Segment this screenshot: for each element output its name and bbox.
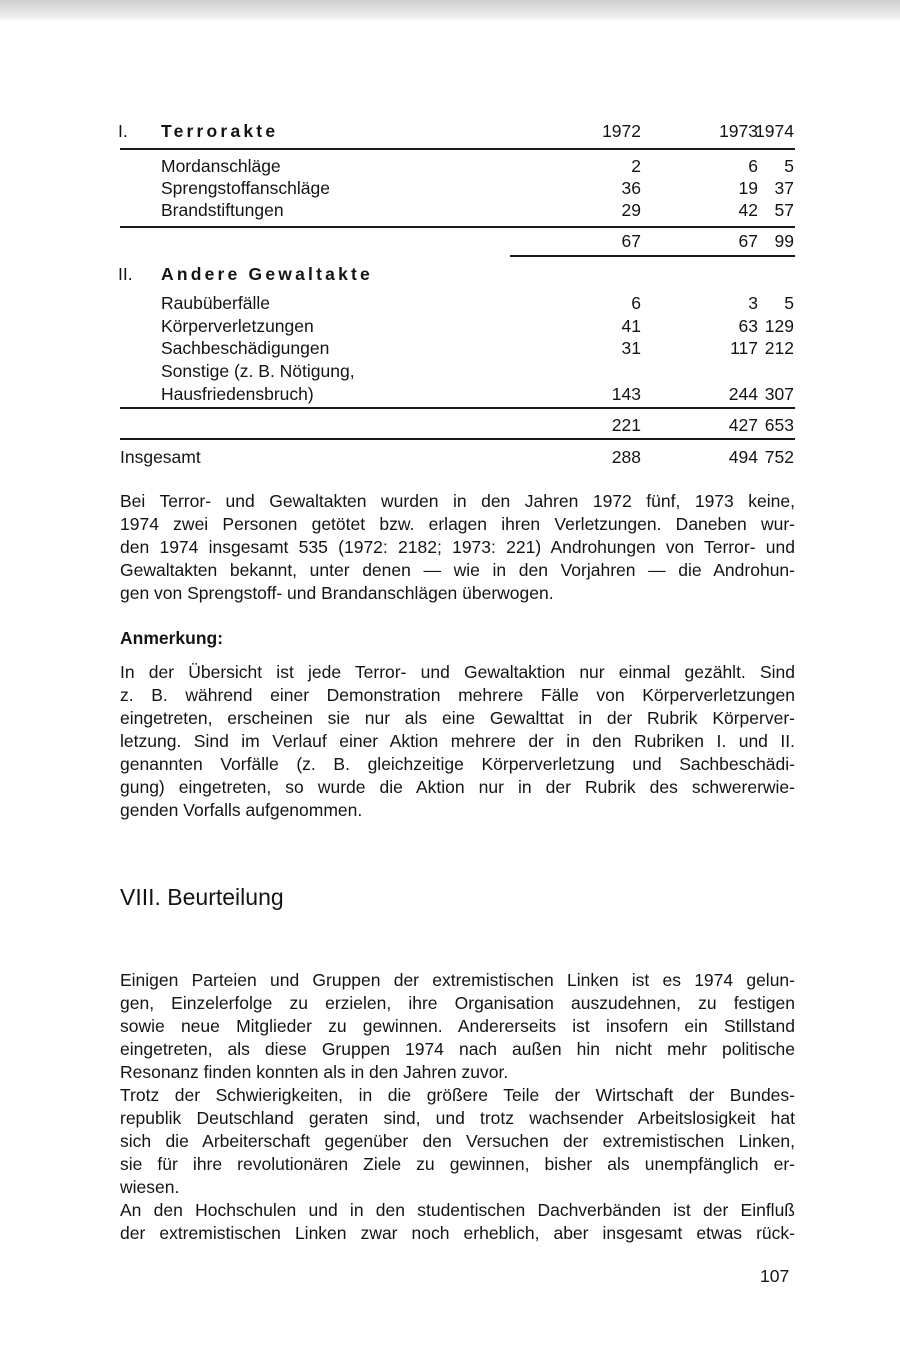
cell-value: 3 xyxy=(748,293,758,313)
paragraph-line: republik Deutschland geraten sind, und trotz wachsender Arbeitslosigkeit hat xyxy=(120,1108,795,1128)
paragraph-line: z. B. während einer Demonstration mehrere Fälle von Körperverletzungen xyxy=(120,685,795,705)
cell-value: 37 xyxy=(774,178,794,198)
year-header-1974: 1974 xyxy=(755,121,794,141)
paragraph-line: Gewaltakten bekannt, unter denen — wie in den Vorjahren — die Androhun- xyxy=(120,560,795,580)
paragraph-line: sie für ihre revolutionären Ziele zu gewinnen, bisher als unempfänglich er- xyxy=(120,1154,795,1174)
cell-value: 42 xyxy=(738,200,758,220)
table-rule xyxy=(120,148,795,150)
paragraph-line: wiesen. xyxy=(120,1177,180,1197)
paragraph-line: Resonanz finden konnten als in den Jahren zuvor. xyxy=(120,1062,509,1082)
table-row xyxy=(118,155,798,177)
table-row xyxy=(118,177,798,199)
row-label: Sonstige (z. B. Nötigung, xyxy=(161,361,355,381)
section-2-header-row xyxy=(118,263,798,285)
assessment-body xyxy=(120,969,795,1245)
paragraph-line: An den Hochschulen und in den studentischen Dachverbänden ist der Einfluß xyxy=(120,1200,795,1220)
paragraph-line: Trotz der Schwierigkeiten, in die größere Teile der Wirtschaft der Bundes- xyxy=(120,1085,795,1105)
total-label: Insgesamt xyxy=(120,447,201,467)
subtotal-rule xyxy=(510,255,795,257)
page-number: 107 xyxy=(760,1266,790,1286)
cell-value: 57 xyxy=(774,200,794,220)
year-header-1973: 1973 xyxy=(719,121,758,141)
section-1-title: Terrorakte xyxy=(161,121,279,141)
note-heading: Anmerkung: xyxy=(120,628,224,648)
cell-value: 36 xyxy=(621,178,641,198)
section-2-title: Andere Gewaltakte xyxy=(161,264,373,284)
table-row xyxy=(118,199,798,221)
section-title: VIII. Beurteilung xyxy=(120,884,284,910)
subtotal-row xyxy=(118,414,798,436)
cell-value: 6 xyxy=(748,156,758,176)
paragraph-line: sich die Arbeiterschaft gegenüber den Versuchen der extremistischen Linken, xyxy=(120,1131,795,1151)
section-1-numeral: I. xyxy=(118,121,128,141)
paragraph-line: letzung. Sind im Verlauf einer Aktion mehrere der in den Rubriken I. und II. xyxy=(120,731,795,751)
subtotal-row xyxy=(118,230,798,252)
cell-value: 19 xyxy=(738,178,758,198)
year-header-1972: 1972 xyxy=(602,121,641,141)
note-paragraph xyxy=(120,661,795,822)
paragraph-line: Bei Terror- und Gewaltakten wurden in den Jahren 1972 fünf, 1973 keine, xyxy=(120,491,795,511)
paragraph-line: eingetreten, erscheinen sie nur als eine Gewalttat in der Rubrik Körperver- xyxy=(120,708,795,728)
cell-value: 117 xyxy=(730,338,758,358)
table-row xyxy=(118,383,798,405)
paragraph-line: eingetreten, als diese Gruppen 1974 nach außen hin nicht mehr politische xyxy=(120,1039,795,1059)
subtotal-value: 67 xyxy=(738,231,758,251)
total-value: 752 xyxy=(764,447,794,467)
cell-value: 6 xyxy=(631,293,641,313)
paragraph-line: gung) eingetreten, so wurde die Aktion nur in der Rubrik des schwererwie- xyxy=(120,777,795,797)
subtotal-value: 427 xyxy=(728,415,758,435)
table-rule xyxy=(120,226,795,228)
row-label: Brandstiftungen xyxy=(161,200,284,220)
cell-value: 244 xyxy=(728,384,758,404)
paragraph-line: den 1974 insgesamt 535 (1972: 2182; 1973: 221) Androhungen von Terror- und xyxy=(120,537,795,557)
scan-edge-shadow xyxy=(0,0,900,22)
table-row xyxy=(118,292,798,314)
row-label: Sprengstoffanschläge xyxy=(161,178,330,198)
subtotal-value: 99 xyxy=(774,231,794,251)
cell-value: 212 xyxy=(764,338,794,358)
table-row xyxy=(118,360,798,382)
paragraph-line: Einigen Parteien und Gruppen der extremistischen Linken ist es 1974 gelun- xyxy=(120,970,795,990)
cell-value: 307 xyxy=(764,384,794,404)
row-label: Hausfriedensbruch) xyxy=(161,384,314,404)
paragraph-line: der extremistischen Linken zwar noch erheblich, aber insgesamt etwas rück- xyxy=(120,1223,795,1243)
cell-value: 5 xyxy=(784,156,794,176)
paragraph-line: genannten Vorfälle (z. B. gleichzeitige Körperverletzung und Sachbeschädi- xyxy=(120,754,795,774)
table-rule xyxy=(120,407,795,409)
row-label: Körperverletzungen xyxy=(161,316,314,336)
row-label: Raubüberfälle xyxy=(161,293,270,313)
section-1-header-row xyxy=(118,120,798,142)
total-row xyxy=(118,446,798,468)
cell-value: 2 xyxy=(631,156,641,176)
table-row xyxy=(118,315,798,337)
paragraph-line: 1974 zwei Personen getötet bzw. erlagen ihren Verletzungen. Daneben wur- xyxy=(120,514,795,534)
total-value: 288 xyxy=(611,447,641,467)
paragraph-line: gen von Sprengstoff- und Brandanschlägen überwogen. xyxy=(120,583,554,603)
subtotal-value: 67 xyxy=(621,231,641,251)
cell-value: 5 xyxy=(784,293,794,313)
paragraph-line: gen, Einzelerfolge zu erzielen, ihre Organisation auszudehnen, zu festigen xyxy=(120,993,795,1013)
total-value: 494 xyxy=(728,447,758,467)
subtotal-value: 221 xyxy=(611,415,641,435)
cell-value: 129 xyxy=(764,316,794,336)
cell-value: 63 xyxy=(738,316,758,336)
cell-value: 41 xyxy=(621,316,641,336)
paragraph-line: In der Übersicht ist jede Terror- und Gewaltaktion nur einmal gezählt. Sind xyxy=(120,662,795,682)
cell-value: 31 xyxy=(621,338,641,358)
section-2-numeral: II. xyxy=(118,264,133,284)
paragraph-line: genden Vorfalls aufgenommen. xyxy=(120,800,363,820)
table-row xyxy=(118,337,798,359)
paragraph-line: sowie neue Mitglieder zu gewinnen. Andererseits ist insofern ein Stillstand xyxy=(120,1016,795,1036)
casualties-paragraph xyxy=(120,490,795,605)
table-rule xyxy=(120,438,795,440)
subtotal-value: 653 xyxy=(764,415,794,435)
cell-value: 29 xyxy=(621,200,641,220)
cell-value: 143 xyxy=(611,384,641,404)
row-label: Sachbeschädigungen xyxy=(161,338,330,358)
row-label: Mordanschläge xyxy=(161,156,281,176)
